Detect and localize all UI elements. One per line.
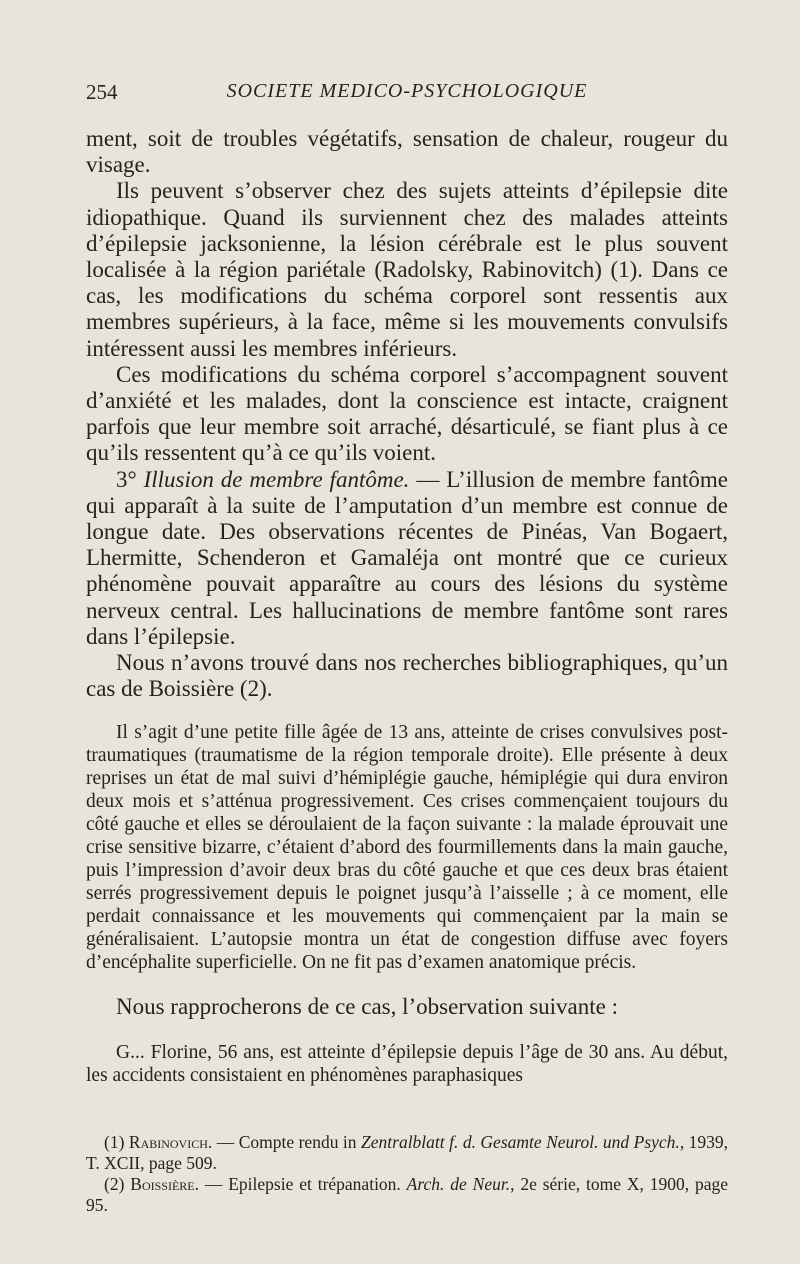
paragraph-bibliography: Nous n’avons trouvé dans nos recherches bibliographiques, qu’un cas de Boissière (2). (86, 650, 728, 702)
footnote-2-text: — Epilepsie et trépanation. (199, 1174, 407, 1194)
footnote-1-number: (1) (104, 1132, 129, 1152)
case-text: Il s’agit d’une petite fille âgée de 13 ans, atteinte de crises convulsives post-traumatiques (traumatisme de la région temporale droite). Elle présente à deux reprises un état de mal suivi d’hémiplégie gauche, hémiplégie qui dura environ deux mois et s’atténua progressivement. Ces crises commençaient toujours du côté gauche et elles se déroulaient de la façon suivante : la malade éprouvait une crise sensitive bizarre, c’étaient d’abord des fourmillements dans la main gauche, puis l’impression d’avoir deux bras du côté gauche et que ces deux bras étaient serrés progressivement depuis le poignet jusqu’à l’aisselle ; à ce moment, elle perdait connaissance et les mouvements qui commençaient par la main se généralisaient. L’autopsie montra un état de congestion diffuse avec foyers d’encéphalite superficielle. On ne fit pas d’examen anatomique précis. (86, 722, 728, 973)
footnote-1-text: — Compte rendu in (212, 1132, 362, 1152)
paragraph-phantom-limb (86, 467, 728, 650)
page-header (86, 80, 728, 106)
page-body (86, 126, 728, 1088)
paragraph-jacksonian: Ils peuvent s’observer chez des sujets atteints d’épilepsie dite idiopathique. Quand ils surviennent chez des malades atteints d’épilepsie jacksonienne, la lésion cérébrale est le plus souvent localisée à la région pariétale (Radolsky, Rabinovitch) (1). Dans ce cas, les modifications du schéma corporel sont ressentis aux membres supérieurs, à la face, même si les mouvements convulsifs intéressent aussi les membres inférieurs. (86, 178, 728, 361)
transition (86, 994, 728, 1020)
footnote-2-details: , 2e série, tome X, 1900, page 95. (86, 1174, 729, 1215)
page-number: 254 (86, 80, 118, 104)
case-report-boissiere (86, 722, 728, 974)
section-number: 3° (116, 466, 144, 492)
footnote-1 (86, 1132, 728, 1174)
case-report-florine (86, 1042, 728, 1088)
footnotes (86, 1132, 728, 1216)
footnote-1-journal: Zentralblatt f. d. Gesamte Neurol. und Psych. (361, 1132, 680, 1152)
footnote-2 (86, 1174, 728, 1216)
paragraph-continuation: ment, soit de troubles végétatifs, sensation de chaleur, rougeur du visage. (86, 126, 728, 178)
footnote-1-details: , 1939, T. XCII, page 509. (86, 1132, 729, 1173)
transition-text: Nous rapprocherons de ce cas, l’observation suivante : (116, 994, 619, 1020)
paragraph-anxiety: Ces modifications du schéma corporel s’accompagnent souvent d’anxiété et les malades, dont la conscience est intacte, craignent parfois que leur membre soit arraché, désarticulé, se fiant plus à ce qu’ils ressentent qu’à ce qu’ils voient. (86, 361, 728, 466)
footnote-2-author: Boissière. (130, 1174, 199, 1194)
paragraph-phantom-text: — L’illusion de membre fantôme qui apparaît à la suite de l’amputation d’un membre est connue de longue date. Des observations récentes de Pinéas, Van Bogaert, Lhermitte, Schenderon et Gamaléja ont montré que ce curieux phénomène pouvait apparaître au cours des lésions du système nerveux central. Les hallucinations de membre fantôme sont rares dans l’épilepsie. (86, 466, 729, 649)
case2-text: G... Florine, 56 ans, est atteinte d’épilepsie depuis l’âge de 30 ans. Au début, les accidents consistaient en phénomènes paraphasiques (86, 1042, 728, 1087)
footnote-2-journal: Arch. de Neur. (406, 1174, 511, 1194)
section-title: Illusion de membre fantôme. (143, 466, 410, 492)
footnote-2-number: (2) (104, 1174, 131, 1194)
main-text (86, 126, 728, 702)
footnote-1-author: Rabinovich. (128, 1132, 213, 1152)
running-title: SOCIETE MEDICO-PSYCHOLOGIQUE (226, 80, 588, 102)
